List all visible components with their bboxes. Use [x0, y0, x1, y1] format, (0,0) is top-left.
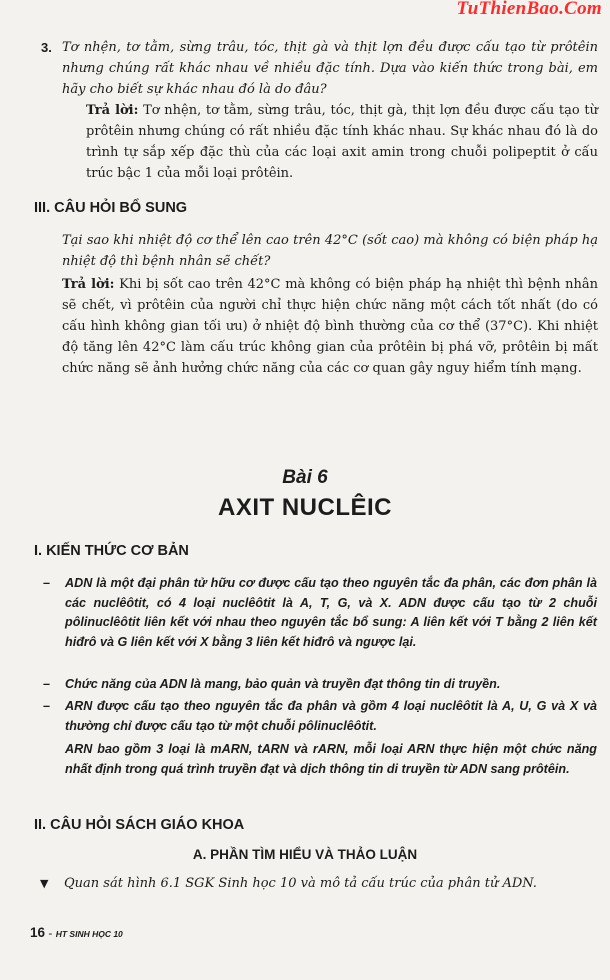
question-3 — [41, 37, 598, 100]
watermark-logo: TuThienBao.Com — [456, 0, 602, 19]
page-footer — [30, 925, 123, 940]
lesson-label: Bài 6 — [282, 467, 328, 488]
task-text: Quan sát hình 6.1 SGK Sinh học 10 và mô tả cấu trúc của phân tử ADN. — [64, 876, 537, 891]
bullet-item — [43, 574, 597, 652]
answer-text: Khi bị sốt cao trên 42°C mà không có biện pháp hạ nhiệt thì bệnh nhân sẽ chết, vì prôtêin của người chỉ thực hiện chức năng một cách tốt nhất (do có cấu hình không gian tối ưu) ở nhiệt độ bình thường của cơ thể (37°C). Khi nhiệt độ tăng lên 42°C làm cấu trúc không gian của prôtêin bị phá vỡ, prôtêin bị mất chức năng sẽ ảnh hưởng chức năng của các cơ quan gây nguy hiểm tính mạng. — [62, 277, 598, 376]
arn-paragraph: ARN bao gồm 3 loại là mARN, tARN và rARN, mỗi loại ARN thực hiện một chức năng nhất định trong quá trình truyền đạt và dịch thông tin di truyền từ ADN sang prôtêin. — [65, 742, 597, 776]
answer-label: Trả lời: — [62, 277, 115, 292]
section-heading-textbook-questions: II. CÂU HỎI SÁCH GIÁO KHOA — [34, 817, 245, 833]
task-item — [40, 873, 598, 894]
supplementary-answer — [62, 274, 598, 379]
book-name: HT SINH HỌC 10 — [55, 929, 123, 939]
bullet-text: ADN là một đại phân tử hữu cơ được cấu tạo theo nguyên tắc đa phân, các đơn phân là các nuclêôtit, có 4 loại nuclêôtit là A, T, G, và X. ADN được cấu tạo từ 2 chuỗi pôlinuclêôtit liên kết với nhau theo nguyên tắc bổ sung: A liên kết với T bằng 2 liên kết hiđrô và G liên kết với X bằng 3 liên kết hiđrô và ngược lại. — [65, 576, 597, 649]
page-number: 16 — [30, 925, 46, 940]
answer-label: Trả lời: — [86, 103, 139, 118]
supplementary-question: Tại sao khi nhiệt độ cơ thể lên cao trên 42°C (sốt cao) mà không có biện pháp hạ nhiệt độ thì bệnh nhân sẽ chết? — [62, 233, 598, 269]
dash-marker: – — [43, 699, 51, 713]
bullet-item — [43, 675, 597, 695]
subsection-heading: A. PHẦN TÌM HIỂU VÀ THẢO LUẬN — [192, 847, 418, 862]
lesson-title: AXIT NUCLÊIC — [218, 494, 392, 521]
question-number: 3. — [41, 40, 52, 55]
triangle-down-icon: ▼ — [40, 877, 49, 890]
footer-separator: - — [48, 926, 53, 940]
dash-marker: – — [43, 576, 51, 590]
section-heading-supplementary: III. CÂU HỎI BỔ SUNG — [34, 200, 188, 216]
bullet-text: Chức năng của ADN là mang, bảo quản và truyền đạt thông tin di truyền. — [65, 677, 501, 691]
bullet-text: ARN được cấu tạo theo nguyên tắc đa phân và gồm 4 loại nuclêôtit là A, U, G và X và thường chỉ được cấu tạo từ một chuỗi pôlinuclêôtit. — [65, 699, 597, 733]
bullet-item — [43, 697, 597, 736]
section-heading-basic-knowledge: I. KIẾN THỨC CƠ BẢN — [34, 543, 189, 559]
question-text: Tơ nhện, tơ tằm, sừng trâu, tóc, thịt gà và thịt lợn đều được cấu tạo từ prôtêin nhưng chúng rất khác nhau về nhiều đặc tính. Dựa vào kiến thức trong bài, em hãy cho biết sự khác nhau đó là do đâu? — [62, 40, 598, 97]
answer-3 — [86, 100, 598, 184]
dash-marker: – — [43, 677, 51, 691]
answer-text: Tơ nhện, tơ tằm, sừng trâu, tóc, thịt gà, thịt lợn đều được cấu tạo từ prôtêin nhưng chúng có rất nhiều đặc tính khác nhau. Sự khác nhau đó là do trình tự sắp xếp đặc thù của các loại axit amin trong chuỗi polipeptit ở cấu trúc bậc 1 của mỗi loại prôtêin. — [86, 103, 598, 181]
